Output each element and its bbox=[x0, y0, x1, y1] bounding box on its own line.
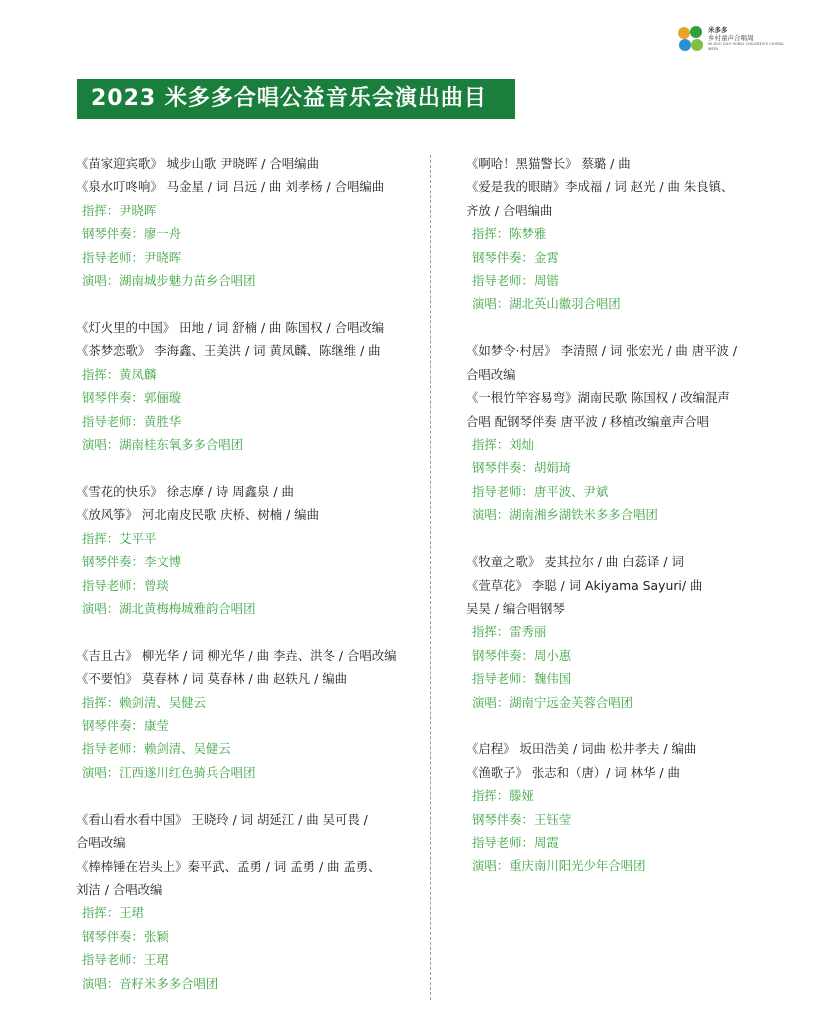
credit-line: 指挥：滕娅 bbox=[472, 788, 534, 804]
logo-line1: 米多多 bbox=[708, 26, 728, 34]
page-title: 2023 米多多合唱公益音乐会演出曲目 bbox=[77, 79, 515, 119]
left-column bbox=[76, 152, 421, 1019]
credit-line: 指导老师：魏伟国 bbox=[472, 671, 572, 687]
song-line: 《看山看水看中国》 王晓玲 / 词 胡延江 / 曲 吴可畏 / bbox=[76, 811, 368, 827]
song-line: 《如梦令·村居》 李清照 / 词 张宏光 / 曲 唐平波 / bbox=[466, 343, 738, 359]
song-line: 《棒棒锤在岩头上》秦平武、孟勇 / 词 孟勇 / 曲 孟勇、 bbox=[76, 858, 381, 874]
credit-line: 指导老师：周锴 bbox=[472, 273, 559, 289]
credit-line: 钢琴伴奏：胡娟琦 bbox=[472, 460, 572, 476]
song-line: 《啊哈！黑猫警长》 蔡璐 / 曲 bbox=[466, 156, 631, 171]
credit-line: 指导老师：唐平波、尹斌 bbox=[472, 483, 609, 499]
song-line: 《萱草花》 李聪 / 词 Akiyama Sayuri/ 曲 bbox=[466, 577, 703, 593]
song-line: 吴昊 / 编合唱钢琴 bbox=[466, 600, 565, 616]
credit-line: 演唱：江西遂川红色骑兵合唱团 bbox=[82, 764, 256, 780]
program-block bbox=[76, 644, 421, 784]
credit-line: 指挥：雷秀丽 bbox=[472, 624, 547, 640]
credit-line: 钢琴伴奏：李文博 bbox=[82, 554, 182, 570]
song-line: 合唱 配钢琴伴奏 唐平波 / 移植改编童声合唱 bbox=[466, 413, 709, 429]
song-line: 刘洁 / 合唱改编 bbox=[76, 881, 163, 897]
column-divider bbox=[430, 155, 431, 1000]
credit-line: 指挥：陈梦雅 bbox=[472, 226, 547, 242]
song-line: 《不要怕》 莫春林 / 词 莫春林 / 曲 赵轶凡 / 编曲 bbox=[76, 671, 348, 687]
logo-line2: 乡村童声合唱周 bbox=[708, 34, 754, 42]
credit-line: 指挥：王珺 bbox=[82, 905, 144, 921]
song-line: 《灯火里的中国》 田地 / 词 舒楠 / 曲 陈国权 / 合唱改编 bbox=[76, 319, 385, 335]
song-line: 《放风筝》 河北南皮民歌 庆桥、树楠 / 编曲 bbox=[76, 507, 319, 523]
credit-line: 演唱：湖南宁远金芙蓉合唱团 bbox=[472, 694, 634, 710]
credit-line: 指导老师：尹晓晖 bbox=[82, 249, 182, 265]
song-line: 《牧童之歌》 麦其拉尔 / 曲 白蕊译 / 词 bbox=[466, 554, 684, 570]
logo bbox=[676, 24, 796, 56]
credit-line: 指导老师：曾琰 bbox=[82, 577, 169, 593]
logo-mark-icon bbox=[676, 24, 706, 54]
credit-line: 演唱：湖南湘乡湖铁米多多合唱团 bbox=[472, 507, 658, 523]
program-block bbox=[76, 480, 421, 620]
song-line: 《泉水叮咚响》 马金星 / 词 吕远 / 曲 刘孝杨 / 合唱编曲 bbox=[76, 179, 385, 195]
program-block bbox=[76, 808, 421, 995]
credit-line: 演唱：湖南桂东氧多多合唱团 bbox=[82, 436, 244, 452]
credit-line: 钢琴伴奏：廖一舟 bbox=[82, 226, 182, 242]
credit-line: 指挥：刘灿 bbox=[472, 436, 534, 452]
song-line: 《爱是我的眼睛》李成福 / 词 赵光 / 曲 朱良镇、 bbox=[466, 179, 734, 195]
song-line: 齐放 / 合唱编曲 bbox=[466, 202, 553, 218]
credit-line: 演唱：湖北英山徽羽合唱团 bbox=[472, 296, 621, 312]
credit-line: 钢琴伴奏：郭俪璇 bbox=[82, 390, 182, 406]
right-column bbox=[466, 152, 786, 901]
song-line: 《一根竹竿容易弯》湖南民歌 陈国权 / 改编混声 bbox=[466, 390, 730, 406]
song-line: 《苗家迎宾歌》 城步山歌 尹晓晖 / 合唱编曲 bbox=[76, 156, 319, 171]
program-block bbox=[76, 316, 421, 456]
credit-line: 钢琴伴奏：王钰莹 bbox=[472, 811, 572, 827]
credit-line: 演唱：音籽米多多合唱团 bbox=[82, 975, 219, 991]
song-line: 《雪花的快乐》 徐志摩 / 诗 周鑫泉 / 曲 bbox=[76, 483, 294, 499]
program-block bbox=[466, 152, 786, 316]
credit-line: 指挥：尹晓晖 bbox=[82, 202, 157, 218]
program-block bbox=[466, 339, 786, 526]
credit-line: 钢琴伴奏：金霄 bbox=[472, 249, 559, 265]
logo-line3: MI DUO DUO RURAL CHILDREN'S CHORAL WEEK bbox=[708, 42, 785, 51]
song-line: 《吉且古》 柳光华 / 词 柳光华 / 曲 李垚、洪冬 / 合唱改编 bbox=[76, 647, 397, 663]
program-block bbox=[466, 550, 786, 714]
credit-line: 指导老师：黄胜华 bbox=[82, 413, 182, 429]
program-block bbox=[466, 737, 786, 877]
credit-line: 指挥：艾平平 bbox=[82, 530, 157, 546]
song-line: 《茶梦恋歌》 李海鑫、王美洪 / 词 黄凤麟、陈继维 / 曲 bbox=[76, 343, 381, 359]
credit-line: 指导老师：王珺 bbox=[82, 952, 169, 968]
song-line: 《启程》 坂田浩美 / 词曲 松井孝夫 / 编曲 bbox=[466, 741, 697, 757]
credit-line: 演唱：重庆南川阳光少年合唱团 bbox=[472, 858, 646, 874]
credit-line: 演唱：湖北黄梅梅城雅韵合唱团 bbox=[82, 600, 256, 616]
credit-line: 钢琴伴奏：张颖 bbox=[82, 928, 169, 944]
song-line: 《渔歌子》 张志和（唐）/ 词 林华 / 曲 bbox=[466, 764, 680, 780]
credit-line: 钢琴伴奏：周小惠 bbox=[472, 647, 572, 663]
credit-line: 指导老师：周霞 bbox=[472, 835, 559, 851]
credit-line: 钢琴伴奏：康莹 bbox=[82, 718, 169, 734]
program-block bbox=[76, 152, 421, 292]
credit-line: 指挥：赖剑清、吴健云 bbox=[82, 694, 206, 710]
song-line: 合唱改编 bbox=[466, 366, 516, 382]
credit-line: 演唱：湖南城步魅力苗乡合唱团 bbox=[82, 273, 256, 289]
credit-line: 指导老师：赖剑清、吴健云 bbox=[82, 741, 231, 757]
credit-line: 指挥：黄凤麟 bbox=[82, 366, 157, 382]
song-line: 合唱改编 bbox=[76, 835, 126, 851]
